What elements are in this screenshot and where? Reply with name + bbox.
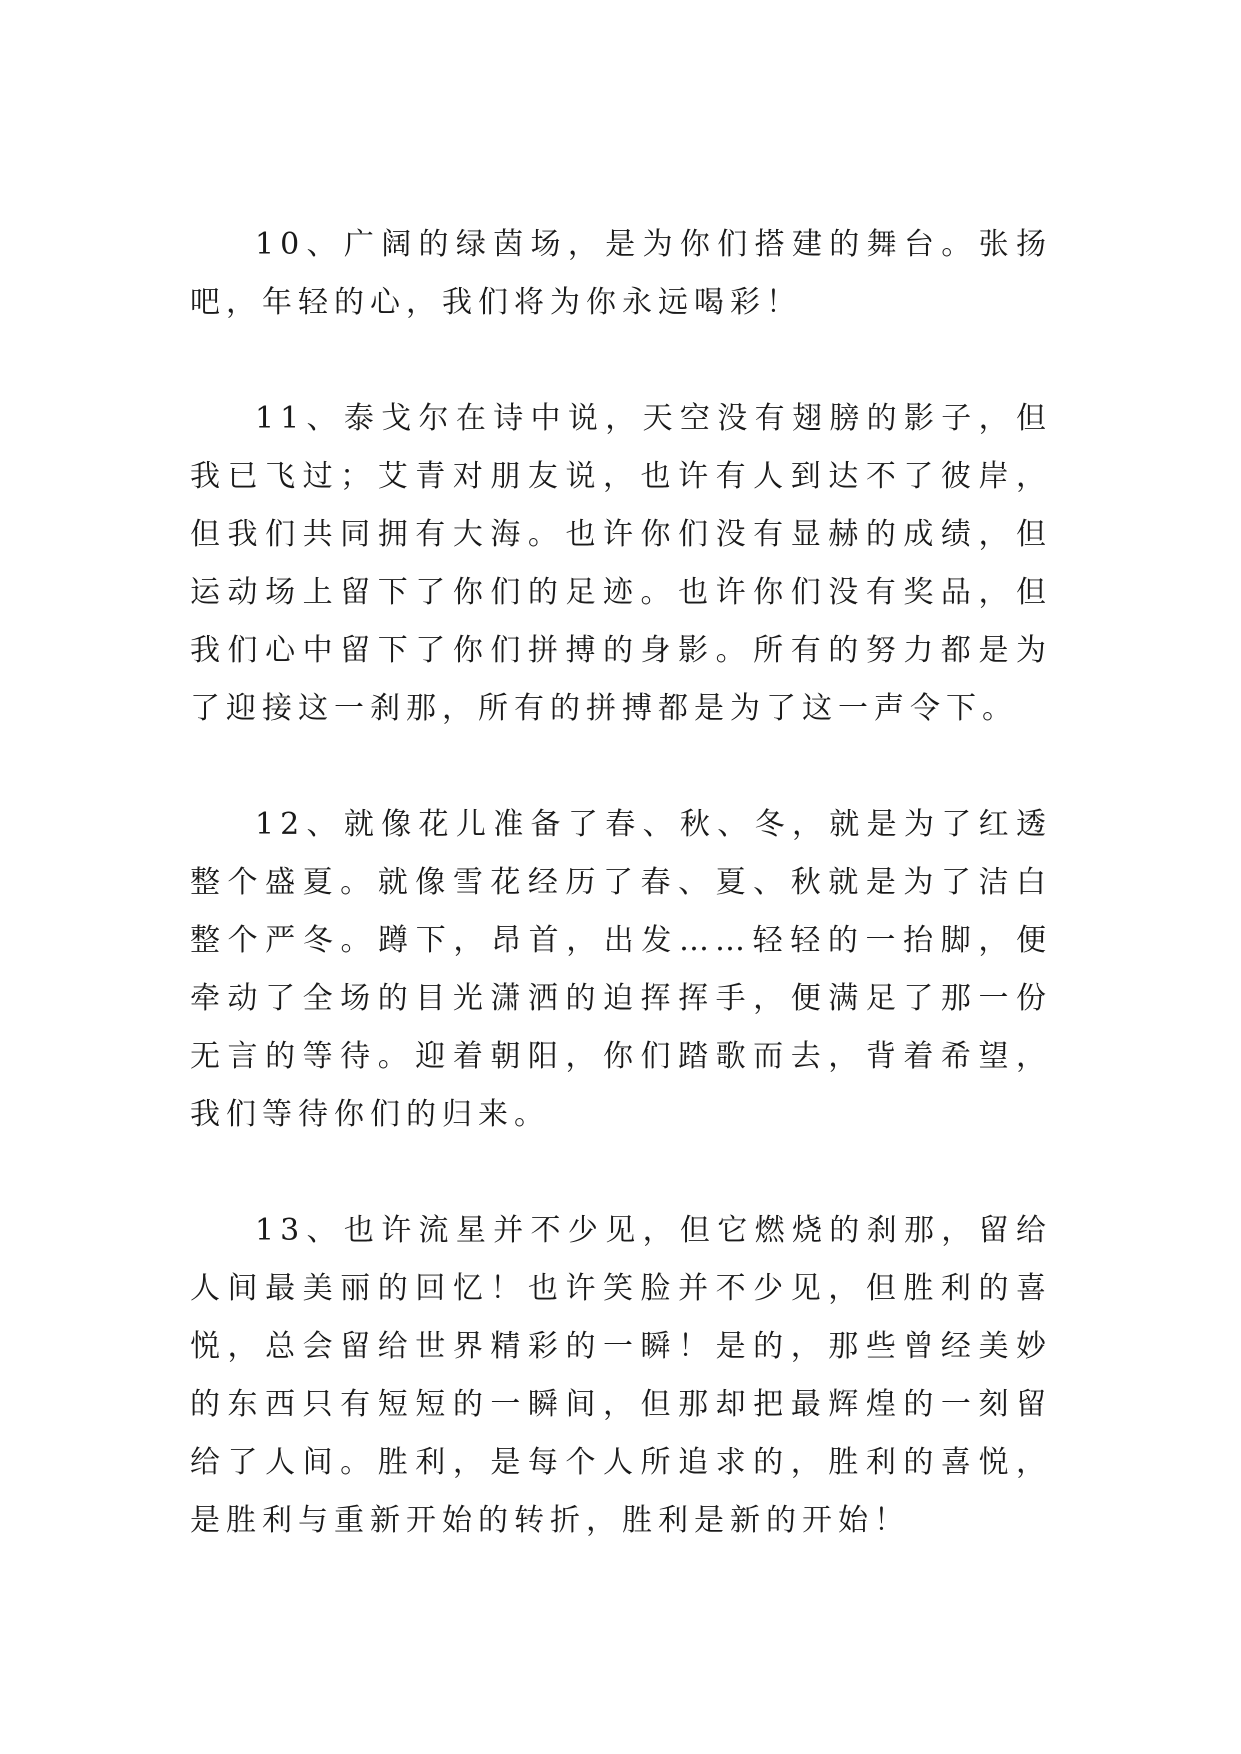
paragraph-11: 11、泰戈尔在诗中说，天空没有翅膀的影子，但我已飞过；艾青对朋友说，也许有人到达不了彼岸，但我们共同拥有大海。也许你们没有显赫的成绩，但运动场上留下了你们的足迹。也许你们没有奖品，但我们心中留下了你们拼搏的身影。所有的努力都是为了迎接这一刹那，所有的拼搏都是为了这一声令下。	[190, 401, 1052, 726]
paragraph-13: 13、也许流星并不少见，但它燃烧的刹那，留给人间最美丽的回忆！也许笑脸并不少见，但胜利的喜悦，总会留给世界精彩的一瞬！是的，那些曾经美妙的东西只有短短的一瞬间，但那却把最辉煌的一刻留给了人间。胜利，是每个人所追求的，胜利的喜悦，是胜利与重新开始的转折，胜利是新的开始！	[190, 1213, 1052, 1538]
paragraph-10: 10、广阔的绿茵场，是为你们搭建的舞台。张扬吧，年轻的心，我们将为你永远喝彩！	[190, 227, 1052, 320]
paragraph-12: 12、就像花儿准备了春、秋、冬，就是为了红透整个盛夏。就像雪花经历了春、夏、秋就是为了洁白整个严冬。蹲下，昂首，出发……轻轻的一抬脚，便牵动了全场的目光潇洒的迫挥挥手，便满足了那一份无言的等待。迎着朝阳，你们踏歌而去，背着希望，我们等待你们的归来。	[190, 807, 1052, 1132]
document-body	[190, 216, 1052, 1608]
